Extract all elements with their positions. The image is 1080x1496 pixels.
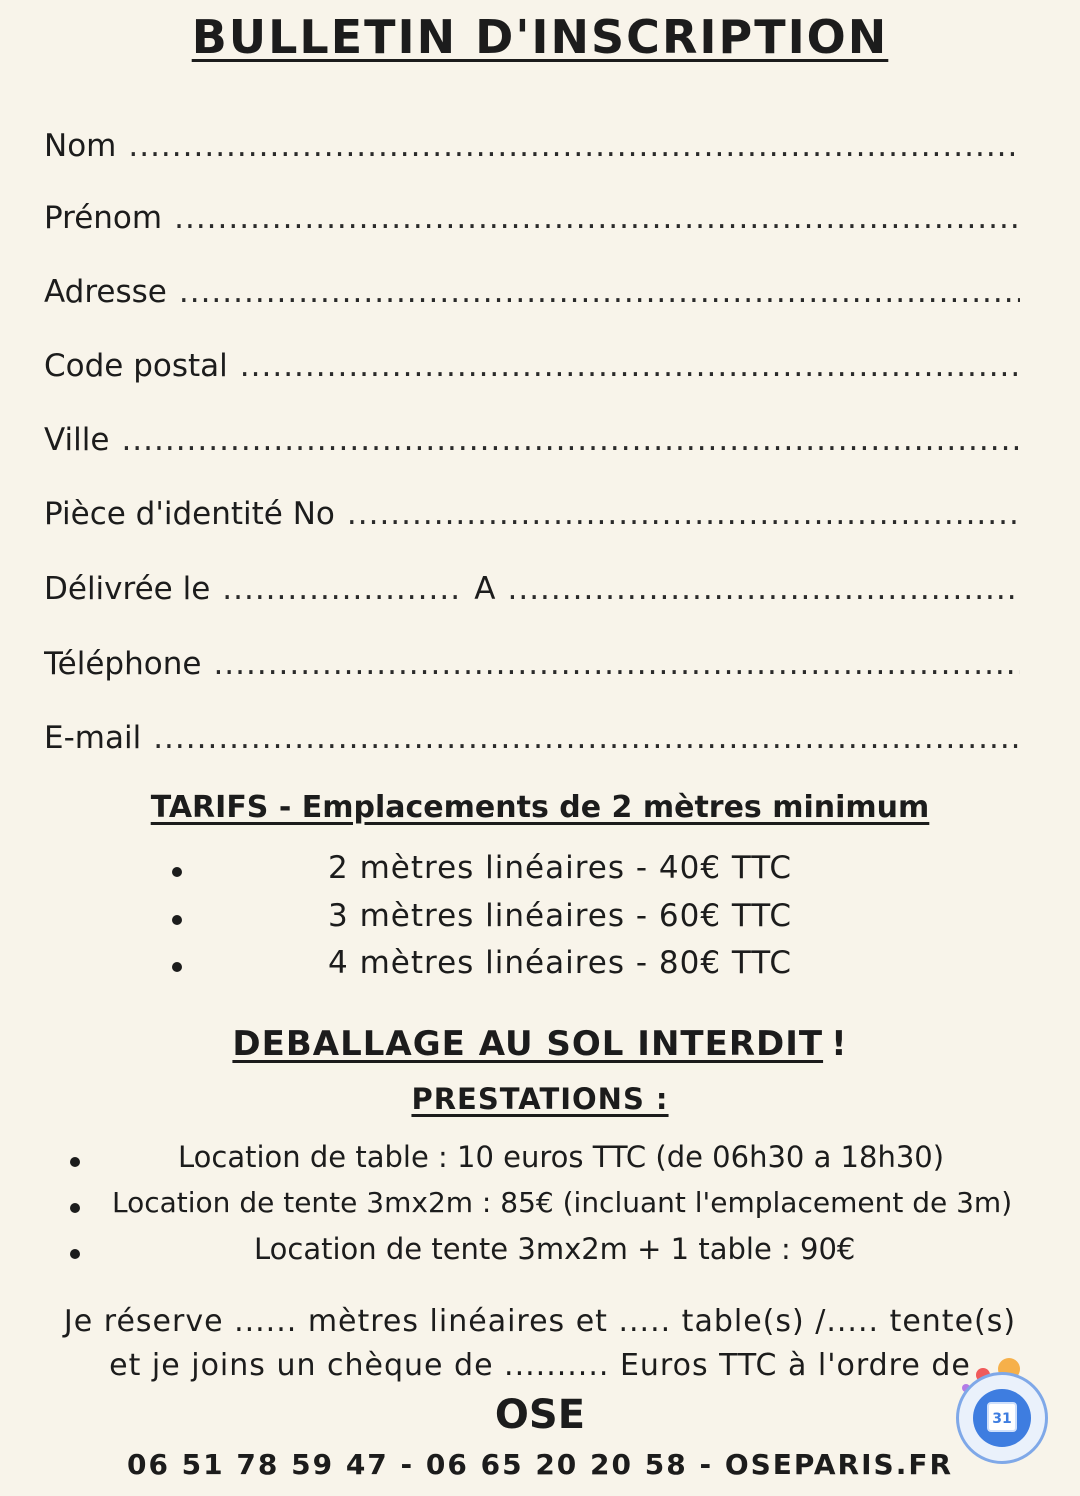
field-email[interactable] [44,720,1020,760]
field-label: Prénom [44,200,163,236]
field-ville[interactable] [44,422,1020,462]
list-item [0,1186,1080,1228]
bullet-icon [172,867,182,877]
field-label: Nom [44,128,117,164]
list-item [0,898,1080,940]
dotted-line [128,128,1020,164]
warning-mark: ! [831,1024,848,1064]
payment-line: et je joins un chèque de .......... Euros TTC à l'ordre de [109,1348,971,1383]
dotted-line [213,646,1020,682]
field-delivree-le[interactable] [44,571,1020,611]
bullet-icon [70,1157,80,1167]
field-label: E-mail [44,720,142,756]
field-label: Délivrée le [44,571,211,607]
contact-line: 06 51 78 59 47 - 06 65 20 20 58 - OSEPARIS.FR [126,1448,954,1481]
tarif-text: 2 mètres linéaires - 40€ TTC [328,850,793,886]
field-label-a: A [474,571,496,607]
field-label: Code postal [44,348,228,384]
calendar-icon [973,1389,1031,1447]
tarifs-heading: TARIFS - Emplacements de 2 mètres minimum [150,790,930,825]
dotted-line [174,200,1020,236]
dotted-line [121,422,1020,458]
dotted-line [153,720,1020,756]
bullet-icon [172,915,182,925]
calendar-day: 31 [987,1402,1017,1432]
dotted-line [179,274,1020,310]
dotted-line [240,348,1020,384]
field-code-postal[interactable] [44,348,1020,388]
warning-heading [0,1024,1080,1064]
bullet-icon [172,962,182,972]
field-nom[interactable] [44,128,1020,168]
field-prenom[interactable] [44,200,1020,240]
field-label: Ville [44,422,110,458]
field-label: Téléphone [44,646,202,682]
prestation-text: Location de table : 10 euros TTC (de 06h30 a 18h30) [178,1140,945,1174]
calendar-widget-button[interactable] [956,1372,1048,1464]
form-title: BULLETIN D'INSCRIPTION [191,10,889,64]
dotted-line [222,571,462,607]
field-piece-identite[interactable] [44,496,1020,536]
list-item [0,945,1080,987]
tarif-text: 4 mètres linéaires - 80€ TTC [328,945,793,981]
field-label: Adresse [44,274,167,310]
field-adresse[interactable] [44,274,1020,314]
dotted-line [347,496,1020,532]
dotted-line [507,571,1020,607]
prestations-heading: PRESTATIONS : [411,1082,669,1116]
bullet-icon [70,1249,80,1259]
list-item [0,1140,1080,1182]
reservation-line: Je réserve ...... mètres linéaires et ..... table(s) /..... tente(s) [63,1304,1017,1339]
prestation-text: Location de tente 3mx2m : 85€ (incluant l'emplacement de 3m) [112,1186,1013,1219]
list-item [0,850,1080,892]
prestation-text: Location de tente 3mx2m + 1 table : 90€ [254,1232,856,1266]
field-telephone[interactable] [44,646,1020,686]
warning-text: DEBALLAGE AU SOL INTERDIT [232,1024,824,1064]
organization-name: OSE [494,1392,586,1438]
bullet-icon [70,1203,80,1213]
tarif-text: 3 mètres linéaires - 60€ TTC [328,898,793,934]
field-label: Pièce d'identité No [44,496,335,532]
list-item [0,1232,1080,1274]
